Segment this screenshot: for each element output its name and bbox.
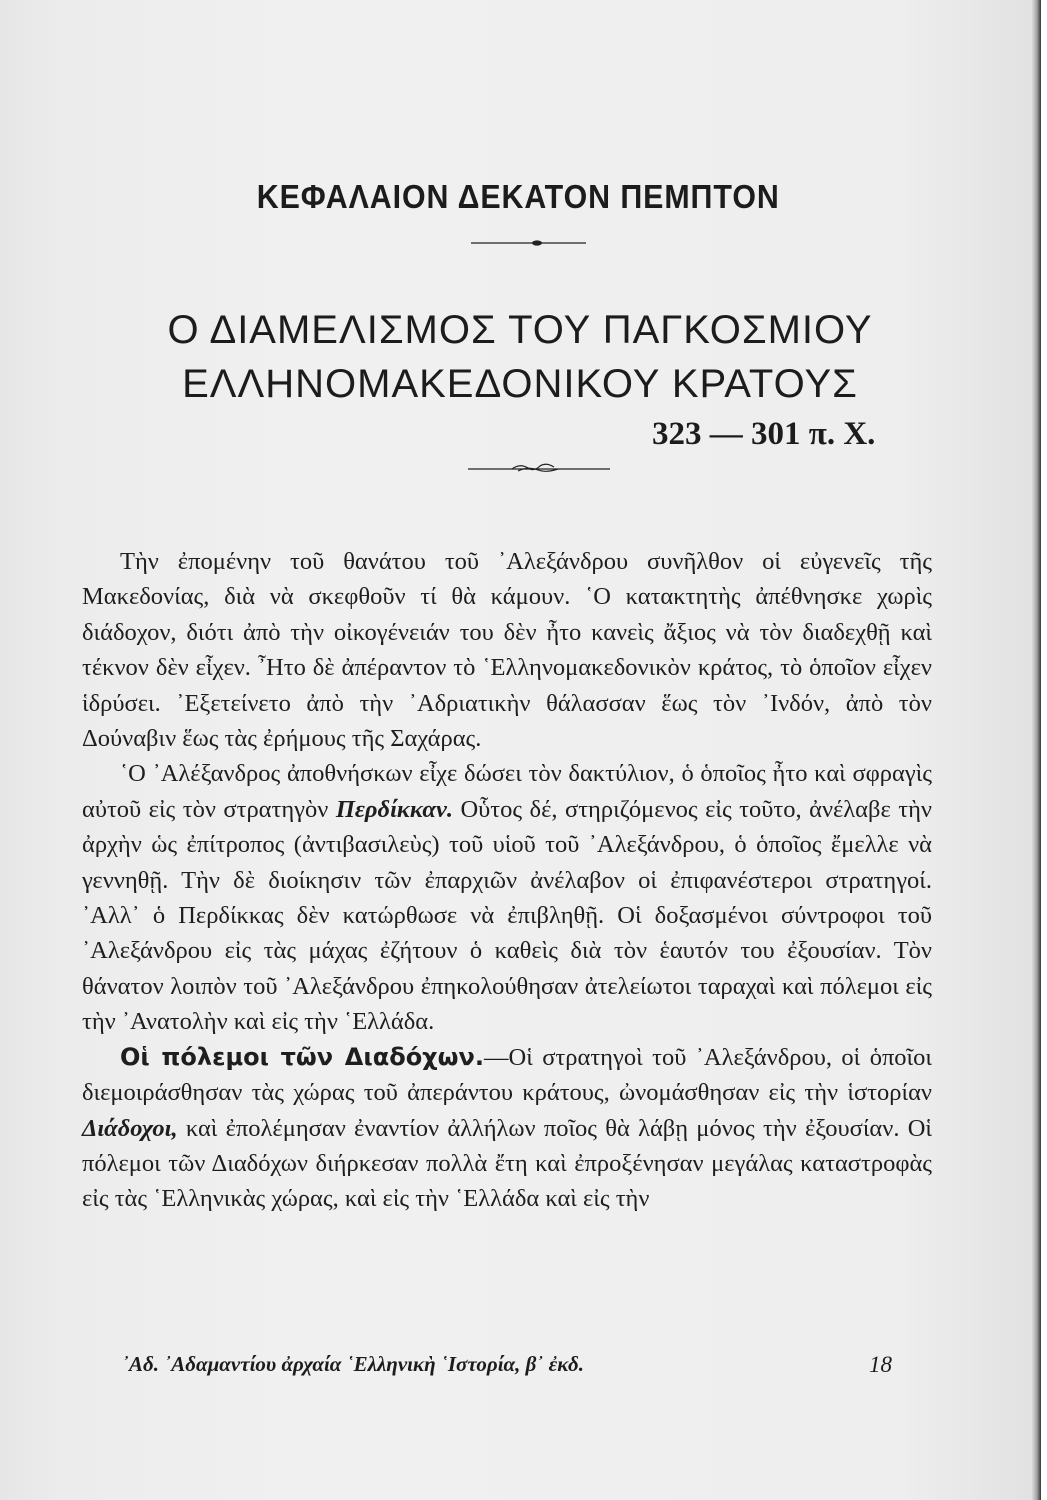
paragraph-3-text-end: καὶ ἐπολέμησαν ἐναντίον ἀλλήλων ποῖος θὰ λάβῃ μόνος τὴν ἐξουσίαν. Οἱ πόλεμοι τῶν Διαδόχων διήρκεσαν πολλὰ ἔτη καὶ ἐπροξένησαν μεγάλας καταστροφὰς εἰς τὰς ῾Ελληνικὰς χώρας, καὶ εἰς τὴν ῾Ελλάδα καὶ εἰς τὴν [82,1114,933,1213]
perdiccas-name: Περδίκκαν. [335,795,453,823]
wavy-divider-ornament [468,460,610,476]
chapter-heading: ΚΕΦΑΛΑΙΟΝ ΔΕΚΑΤΟΝ ΠΕΜΠΤΟΝ [256,178,780,215]
paragraph-3 [82,1040,932,1217]
footer-source: ᾿Αδ. ᾿Αδαμαντίου ἀρχαία ῾Ελληνικὴ ῾Ιστορία, β᾿ ἐκδ. [122,1352,585,1376]
paragraph-2-text-end: Οὗτος δέ, στηριζόμενος εἰς τοῦτο, ἀνέλαβε τὴν ἀρχὴν ὡς ἐπίτροπος (ἀντιβασιλεὺς) τοῦ υἱοῦ τοῦ ᾿Αλεξάνδρου, ὁ ὁποῖος ἔμελλε νὰ γεννηθῇ. Τὴν δὲ διοίκησιν τῶν ἐπαρχιῶν ἀνέλαβον οἱ ἐπιφανέστεροι στρατηγοί. ᾿Αλλ᾿ ὁ Περδίκκας δὲν κατώρθωσε νὰ ἐπιβληθῇ. Οἱ δοξασμένοι σύντροφοι τοῦ ᾿Αλεξάνδρου εἰς τὰς μάχας ἐζήτουν ὁ καθεὶς διὰ τὸν ἑαυτόν του ἐξουσίαν. Τὸν θάνατον λοιπὸν τοῦ ᾿Αλεξάνδρου ἐπηκολούθησαν ἀτελείωτοι ταραχαὶ καὶ πόλεμοι εἰς τὴν ᾿Ανατολὴν καὶ εἰς τὴν ῾Ελλάδα. [82,795,932,1036]
diadochi-name: Διάδοχοι, [82,1114,178,1142]
dotted-divider-ornament [471,240,586,246]
body-text [82,544,932,1217]
page-footer [122,1352,892,1377]
paragraph-2-text-start: ῾Ο ᾿Αλέξανδρος ἀποθνήσκων εἶχε δώσει τὸν δακτύλιον, ὁ ὁποῖος ἦτο καὶ σφραγὶς αὐτοῦ εἰς τὸν στρατηγὸν [82,760,932,823]
date-range: 323 — 301 π. Χ. [652,416,876,452]
section-title: Οἱ πόλεμοι τῶν Διαδόχων. [120,1042,484,1071]
paragraph-2 [82,756,932,1039]
paragraph-1: Τὴν ἐπομένην τοῦ θανάτου τοῦ ᾿Αλεξάνδρου συνῆλθον οἱ εὐγενεῖς τῆς Μακεδονίας, διὰ νὰ σκεφθοῦν τί θὰ κάμουν. ῾Ο κατακτητὴς ἀπέθνησκε χωρὶς διάδοχον, διότι ἀπὸ τὴν οἰκογένειάν του δὲν ἦτο κανεὶς ἄξιος νὰ τὸν διαδεχθῇ καὶ τέκνον δὲν εἶχεν. ῏Ητο δὲ ἀπέραντον τὸ ῾Ελληνομακεδονικὸν κράτος, τὸ ὁποῖον εἶχεν ἱδρύσει. ᾿Εξετείνετο ἀπὸ τὴν ᾿Αδριατικὴν θάλασσαν ἕως τὸν ᾿Ινδόν, ἀπὸ τὸν Δούναβιν ἕως τὰς ἐρήμους τῆς Σαχάρας. [82,548,932,753]
page-edge-shadow [1031,0,1041,1500]
paragraph-3-text-start: —Οἱ στρατηγοὶ τοῦ ᾿Αλεξάνδρου, οἱ ὁποῖοι διεμοιράσθησαν τὰς χώρας τοῦ ἀπεράντου κράτους, ὠνομάσθησαν εἰς τὴν ἱστορίαν [82,1043,932,1107]
page-number: 18 [869,1352,892,1377]
title-line-1: Ο ΔΙΑΜΕΛΙΣΜΟΣ ΤΟΥ ΠΑΓΚΟΣΜΙΟΥ [167,308,873,352]
title-line-2: ΕΛΛΗΝΟΜΑΚΕΔΟΝΙΚΟΥ ΚΡΑΤΟΥΣ [182,362,858,406]
